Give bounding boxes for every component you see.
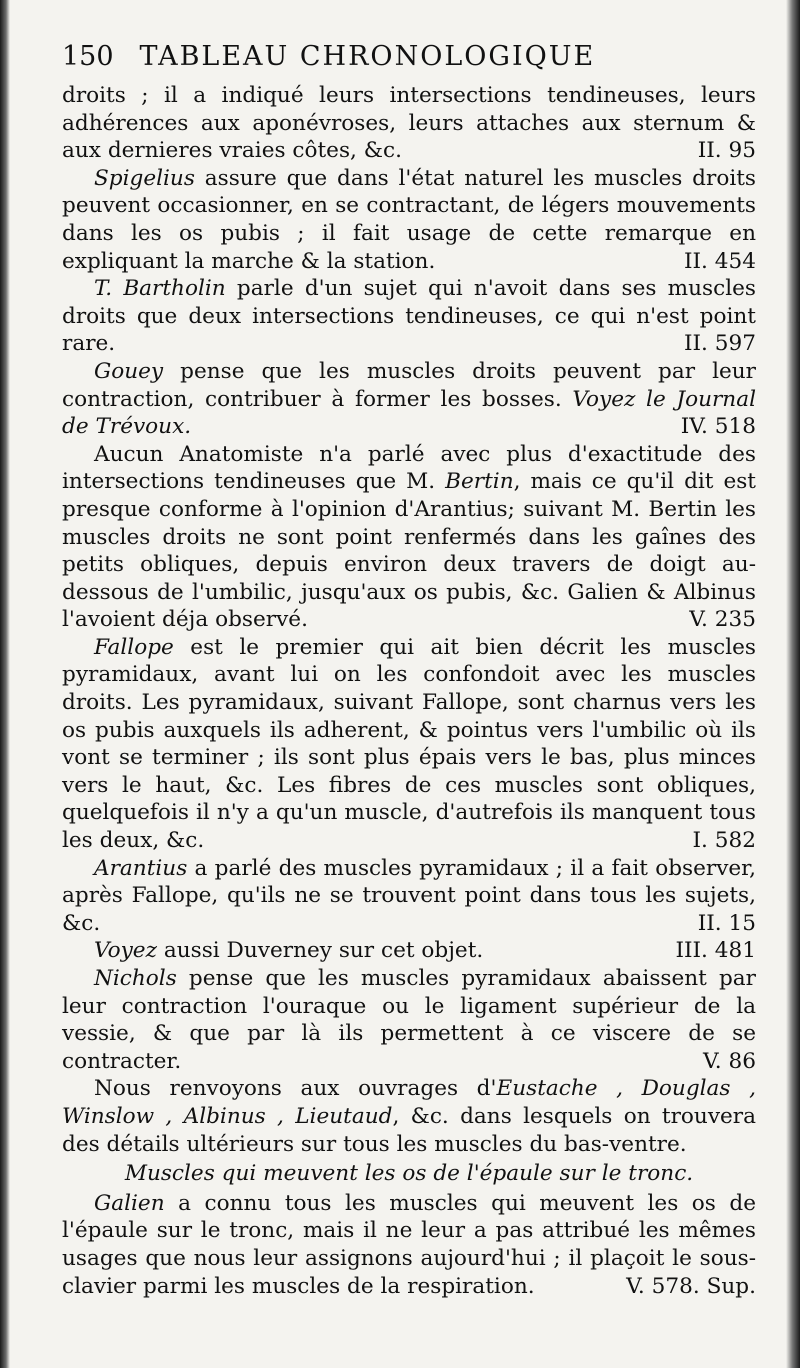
reference: IV. 518 <box>680 414 756 440</box>
reference: I. 582 <box>692 828 756 854</box>
reference: V. 235 <box>689 607 756 633</box>
paragraph-6: Fallope est le premier qui ait bien décrit les muscles pyramidaux, avant lui on les confondoit avec les muscles droits. Les pyramidaux, suivant Fallope, sont charnus vers les os pubis auxquels ils adherent, & pointus vers l'umbilic où ils vont se terminer ; ils sont plus épais vers le bas, plus minces vers le haut, &c. Les fibres de ces muscles sont obliques, quelquefois il n'y a qu'un muscle, d'autrefois ils manquent tous les deux, &c. I. 582 <box>62 634 756 854</box>
author-name: Spigelius <box>94 165 195 191</box>
paragraph-2: Spigelius assure que dans l'état naturel les muscles droits peuvent occasionner, en se contractant, de légers mouvements dans les os pubis ; il fait usage de cette remarque en expliquant la marche & la station. II. 454 <box>62 165 756 274</box>
author-name: Gouey <box>94 358 164 384</box>
section-heading: Muscles qui meuvent les os de l'épaule sur le tronc. <box>124 1161 694 1187</box>
paragraph-5: Aucun Anatomiste n'a parlé avec plus d'exactitude des intersections tendineuses que M. Bertin, mais ce qu'il dit est presque conforme à l'opinion d'Arantius; suivant M. Bertin les muscles droits ne sont point renfermés dans les gaînes des petits obliques, depuis environ deux travers de doigt au-dessous de l'umbilic, jusqu'aux os pubis, &c. Galien & Albinus l'avoient déja observé. V. 235 <box>62 441 756 633</box>
author-name: Bertin <box>445 469 514 495</box>
reference: II. 95 <box>697 138 756 164</box>
reference: II. 597 <box>683 331 756 357</box>
page-body <box>62 82 756 1300</box>
reference: II. 15 <box>697 910 756 936</box>
author-names: Eustache , Douglas , Winslow , Albinus , Lieutaud <box>62 1076 756 1129</box>
author-name: Voyez <box>94 938 157 964</box>
author-name: Arantius <box>94 855 188 881</box>
paragraph-8: Voyez aussi Duverney sur cet objet. III. 481 <box>94 938 756 964</box>
page-header <box>62 40 756 74</box>
page-number: 150 <box>62 41 114 72</box>
reference: II. 454 <box>683 248 756 274</box>
journal-reference: Voyez le Journal de Trévoux. <box>62 386 756 440</box>
author-name: T. Bartholin <box>94 276 226 302</box>
reference: V. 86 <box>702 1048 756 1074</box>
paragraph-4: Gouey pense que les muscles droits peuvent par leur contraction, contribuer à former les bosses. Voyez le Journal de Trévoux. IV. 518 <box>62 358 756 440</box>
author-name: Nichols <box>94 966 177 991</box>
paragraph-3: T. Bartholin parle d'un sujet qui n'avoit dans ses muscles droits que deux intersections tendineuses, ce qui n'est point rare. II. 597 <box>62 276 756 357</box>
paragraph-7: Arantius a parlé des muscles pyramidaux ; il a fait observer, après Fallope, qu'ils ne se trouvent point dans tous les sujets, &c. II. 15 <box>62 855 756 936</box>
paragraph-11: Galien a connu tous les muscles qui meuvent les os de l'épaule sur le tronc, mais il ne leur a pas attribué les mêmes usages que nous leur assignons aujourd'hui ; il plaçoit le sous-clavier parmi les muscles de la respiration. V. 578. Sup. <box>62 1190 756 1299</box>
author-name: Fallope <box>94 634 174 660</box>
paragraph-10: Nous renvoyons aux ouvrages d'Eustache , Douglas , Winslow , Albinus , Lieutaud, &c. dans lesquels on trouvera des détails ultérieurs sur tous les muscles du bas-ventre. <box>62 1076 756 1157</box>
paragraph-9: Nichols pense que les muscles pyramidaux abaissent par leur contraction l'ouraque ou le ligament supérieur de la vessie, & que par là ils permettent à ce viscere de se contracter. V. 86 <box>62 966 756 1074</box>
running-title: TABLEAU CHRONOLOGIQUE <box>139 41 596 72</box>
reference: III. 481 <box>675 938 756 964</box>
author-name: Galien <box>94 1190 165 1216</box>
reference: V. 578. Sup. <box>626 1273 756 1299</box>
paragraph-1: droits ; il a indiqué leurs intersections tendineuses, leurs adhérences aux aponévroses, leurs attaches aux sternum & aux dernieres vraies côtes, &c. II. 95 <box>62 83 756 164</box>
